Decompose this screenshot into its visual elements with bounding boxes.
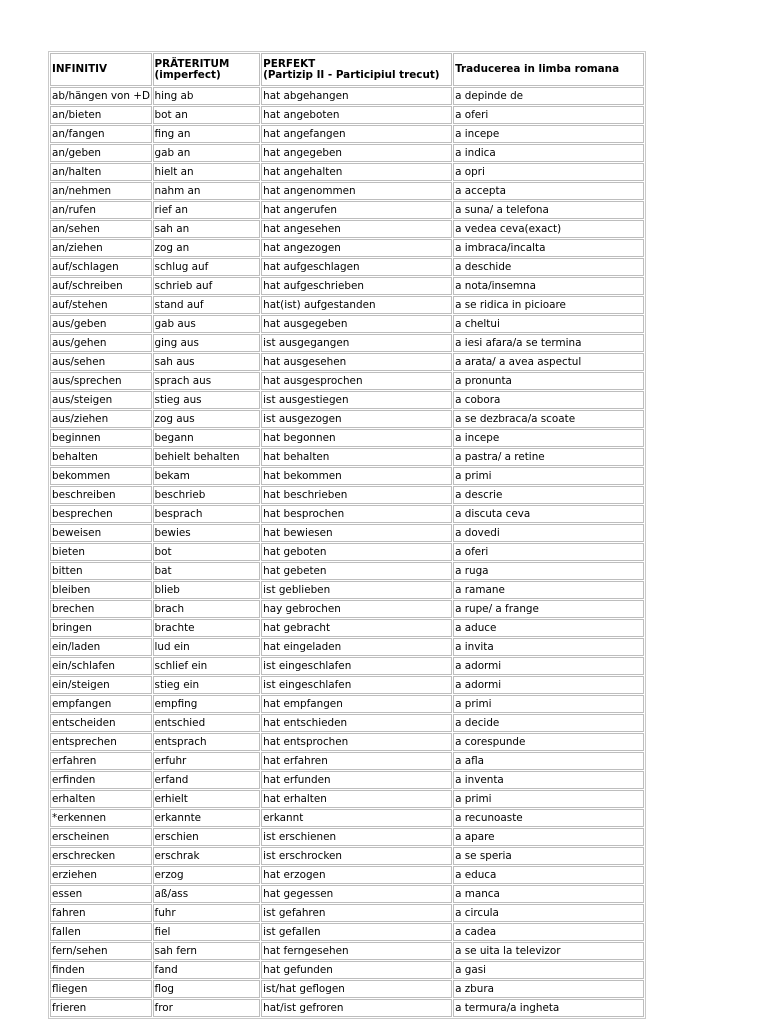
header-infinitiv [50, 53, 152, 86]
table-row [50, 239, 644, 257]
cell-traducerea: a zbura [453, 980, 644, 998]
table-row [50, 562, 644, 580]
cell-prateritum: bat [153, 562, 261, 580]
table-row [50, 277, 644, 295]
table-row [50, 904, 644, 922]
table-row [50, 752, 644, 770]
cell-perfekt: hat entschieden [261, 714, 452, 732]
cell-prateritum: stieg ein [153, 676, 261, 694]
cell-traducerea: a rupe/ a frange [453, 600, 644, 618]
cell-traducerea: a termura/a ingheta [453, 999, 644, 1017]
cell-infinitiv: essen [50, 885, 152, 903]
cell-prateritum: fiel [153, 923, 261, 941]
header-traducerea-label: Traducerea in limba romana [455, 63, 620, 75]
table-row [50, 524, 644, 542]
cell-infinitiv: auf/schreiben [50, 277, 152, 295]
cell-prateritum: zog aus [153, 410, 261, 428]
cell-infinitiv: aus/sprechen [50, 372, 152, 390]
cell-infinitiv: auf/schlagen [50, 258, 152, 276]
cell-infinitiv: bitten [50, 562, 152, 580]
header-perfekt [261, 53, 452, 86]
cell-perfekt: hat entsprochen [261, 733, 452, 751]
cell-traducerea: a cobora [453, 391, 644, 409]
table-row [50, 125, 644, 143]
header-infinitiv-label: INFINITIV [52, 63, 108, 75]
cell-perfekt: hat ferngesehen [261, 942, 452, 960]
cell-infinitiv: finden [50, 961, 152, 979]
cell-infinitiv: bringen [50, 619, 152, 637]
cell-prateritum: blieb [153, 581, 261, 599]
cell-traducerea: a primi [453, 467, 644, 485]
header-prateritum-label: PRÄTERITUM [154, 57, 230, 70]
cell-infinitiv: an/sehen [50, 220, 152, 238]
table-row [50, 315, 644, 333]
cell-infinitiv: behalten [50, 448, 152, 466]
cell-infinitiv: aus/sehen [50, 353, 152, 371]
table-row [50, 657, 644, 675]
cell-infinitiv: an/bieten [50, 106, 152, 124]
cell-infinitiv: erhalten [50, 790, 152, 808]
cell-infinitiv: empfangen [50, 695, 152, 713]
cell-infinitiv: erziehen [50, 866, 152, 884]
cell-prateritum: erzog [153, 866, 261, 884]
table-row [50, 486, 644, 504]
cell-infinitiv: beginnen [50, 429, 152, 447]
cell-perfekt: ist ausgestiegen [261, 391, 452, 409]
cell-traducerea: a opri [453, 163, 644, 181]
cell-infinitiv: frieren [50, 999, 152, 1017]
cell-prateritum: fuhr [153, 904, 261, 922]
cell-traducerea: a invita [453, 638, 644, 656]
table-row [50, 714, 644, 732]
cell-perfekt: hat aufgeschlagen [261, 258, 452, 276]
cell-infinitiv: an/ziehen [50, 239, 152, 257]
cell-traducerea: a inventa [453, 771, 644, 789]
table-row [50, 999, 644, 1017]
cell-traducerea: a recunoaste [453, 809, 644, 827]
cell-prateritum: behielt behalten [153, 448, 261, 466]
cell-traducerea: a decide [453, 714, 644, 732]
cell-prateritum: gab an [153, 144, 261, 162]
cell-prateritum: erfuhr [153, 752, 261, 770]
cell-perfekt: hat erzogen [261, 866, 452, 884]
cell-perfekt: ist eingeschlafen [261, 657, 452, 675]
table-row [50, 581, 644, 599]
cell-infinitiv: aus/gehen [50, 334, 152, 352]
table-row [50, 144, 644, 162]
cell-infinitiv: ein/steigen [50, 676, 152, 694]
cell-infinitiv: erscheinen [50, 828, 152, 846]
cell-infinitiv: bieten [50, 543, 152, 561]
cell-perfekt: hat erfunden [261, 771, 452, 789]
table-row [50, 619, 644, 637]
cell-traducerea: a aduce [453, 619, 644, 637]
cell-perfekt: erkannt [261, 809, 452, 827]
cell-traducerea: a corespunde [453, 733, 644, 751]
cell-traducerea: a circula [453, 904, 644, 922]
cell-traducerea: a suna/ a telefona [453, 201, 644, 219]
cell-perfekt: hat/ist gefroren [261, 999, 452, 1017]
cell-infinitiv: fliegen [50, 980, 152, 998]
cell-perfekt: hat angezogen [261, 239, 452, 257]
table-row [50, 923, 644, 941]
cell-traducerea: a cadea [453, 923, 644, 941]
cell-prateritum: bekam [153, 467, 261, 485]
table-row [50, 296, 644, 314]
cell-prateritum: bewies [153, 524, 261, 542]
cell-infinitiv: besprechen [50, 505, 152, 523]
cell-infinitiv: erfahren [50, 752, 152, 770]
cell-prateritum: entsprach [153, 733, 261, 751]
cell-infinitiv: an/halten [50, 163, 152, 181]
cell-perfekt: hat gebracht [261, 619, 452, 637]
cell-perfekt: hat begonnen [261, 429, 452, 447]
cell-perfekt: hat besprochen [261, 505, 452, 523]
cell-prateritum: nahm an [153, 182, 261, 200]
cell-prateritum: rief an [153, 201, 261, 219]
cell-perfekt: ist geblieben [261, 581, 452, 599]
table-row [50, 334, 644, 352]
cell-perfekt: hat angenommen [261, 182, 452, 200]
cell-traducerea: a depinde de [453, 87, 644, 105]
cell-prateritum: schlug auf [153, 258, 261, 276]
cell-perfekt: ist erschrocken [261, 847, 452, 865]
verb-table [48, 51, 646, 1019]
table-row [50, 543, 644, 561]
cell-prateritum: bot [153, 543, 261, 561]
cell-traducerea: a vedea ceva(exact) [453, 220, 644, 238]
cell-perfekt: hat gegessen [261, 885, 452, 903]
cell-traducerea: a discuta ceva [453, 505, 644, 523]
cell-perfekt: ist/hat geflogen [261, 980, 452, 998]
cell-perfekt: ist ausgezogen [261, 410, 452, 428]
cell-infinitiv: erschrecken [50, 847, 152, 865]
cell-traducerea: a se uita la televizor [453, 942, 644, 960]
cell-traducerea: a ramane [453, 581, 644, 599]
header-perfekt-sublabel: (Partizip II - Participiul trecut) [263, 68, 440, 81]
table-row [50, 790, 644, 808]
cell-perfekt: hat erhalten [261, 790, 452, 808]
cell-prateritum: ging aus [153, 334, 261, 352]
cell-infinitiv: an/geben [50, 144, 152, 162]
cell-prateritum: erhielt [153, 790, 261, 808]
cell-infinitiv: auf/stehen [50, 296, 152, 314]
table-row [50, 163, 644, 181]
cell-prateritum: fror [153, 999, 261, 1017]
cell-infinitiv: entscheiden [50, 714, 152, 732]
cell-infinitiv: ab/hängen von +D [50, 87, 152, 105]
table-row [50, 885, 644, 903]
cell-prateritum: bot an [153, 106, 261, 124]
cell-infinitiv: entsprechen [50, 733, 152, 751]
table-row [50, 695, 644, 713]
cell-prateritum: stieg aus [153, 391, 261, 409]
table-row [50, 201, 644, 219]
cell-traducerea: a iesi afara/a se termina [453, 334, 644, 352]
verb-table-body [50, 87, 644, 1017]
table-row [50, 220, 644, 238]
cell-traducerea: a incepe [453, 429, 644, 447]
cell-infinitiv: beschreiben [50, 486, 152, 504]
header-traducerea [453, 53, 644, 86]
table-row [50, 961, 644, 979]
cell-prateritum: sah aus [153, 353, 261, 371]
table-row [50, 809, 644, 827]
cell-traducerea: a se ridica in picioare [453, 296, 644, 314]
table-row [50, 828, 644, 846]
cell-traducerea: a incepe [453, 125, 644, 143]
cell-traducerea: a adormi [453, 676, 644, 694]
cell-prateritum: fing an [153, 125, 261, 143]
table-row [50, 980, 644, 998]
cell-traducerea: a pronunta [453, 372, 644, 390]
cell-traducerea: a deschide [453, 258, 644, 276]
cell-infinitiv: aus/steigen [50, 391, 152, 409]
table-row [50, 429, 644, 447]
cell-perfekt: hat angesehen [261, 220, 452, 238]
table-row [50, 467, 644, 485]
cell-prateritum: besprach [153, 505, 261, 523]
header-prateritum-sublabel: (imperfect) [154, 68, 221, 81]
cell-perfekt: hay gebrochen [261, 600, 452, 618]
cell-perfekt: ist gefallen [261, 923, 452, 941]
cell-perfekt: hat beschrieben [261, 486, 452, 504]
cell-prateritum: erschrak [153, 847, 261, 865]
cell-perfekt: hat empfangen [261, 695, 452, 713]
cell-infinitiv: an/rufen [50, 201, 152, 219]
cell-prateritum: zog an [153, 239, 261, 257]
cell-perfekt: hat bekommen [261, 467, 452, 485]
cell-infinitiv: fern/sehen [50, 942, 152, 960]
cell-prateritum: erkannte [153, 809, 261, 827]
header-prateritum [153, 53, 261, 86]
cell-prateritum: sprach aus [153, 372, 261, 390]
cell-perfekt: hat abgehangen [261, 87, 452, 105]
table-row [50, 771, 644, 789]
cell-infinitiv: fallen [50, 923, 152, 941]
cell-traducerea: a imbraca/incalta [453, 239, 644, 257]
cell-infinitiv: an/fangen [50, 125, 152, 143]
cell-perfekt: hat ausgesehen [261, 353, 452, 371]
table-row [50, 258, 644, 276]
cell-infinitiv: ein/laden [50, 638, 152, 656]
cell-traducerea: a pastra/ a retine [453, 448, 644, 466]
cell-prateritum: sah an [153, 220, 261, 238]
cell-perfekt: hat behalten [261, 448, 452, 466]
cell-perfekt: ist gefahren [261, 904, 452, 922]
table-row [50, 87, 644, 105]
header-row [50, 53, 644, 86]
cell-prateritum: brach [153, 600, 261, 618]
cell-infinitiv: beweisen [50, 524, 152, 542]
cell-traducerea: a primi [453, 695, 644, 713]
cell-prateritum: gab aus [153, 315, 261, 333]
table-row [50, 733, 644, 751]
cell-prateritum: aß/ass [153, 885, 261, 903]
cell-prateritum: empfing [153, 695, 261, 713]
cell-traducerea: a manca [453, 885, 644, 903]
cell-perfekt: hat angehalten [261, 163, 452, 181]
cell-prateritum: hing ab [153, 87, 261, 105]
cell-infinitiv: aus/ziehen [50, 410, 152, 428]
table-row [50, 866, 644, 884]
cell-infinitiv: fahren [50, 904, 152, 922]
table-row [50, 638, 644, 656]
cell-perfekt: hat ausgesprochen [261, 372, 452, 390]
cell-perfekt: ist eingeschlafen [261, 676, 452, 694]
cell-infinitiv: brechen [50, 600, 152, 618]
cell-traducerea: a ruga [453, 562, 644, 580]
cell-traducerea: a oferi [453, 106, 644, 124]
cell-infinitiv: *erkennen [50, 809, 152, 827]
cell-traducerea: a adormi [453, 657, 644, 675]
cell-infinitiv: aus/geben [50, 315, 152, 333]
table-row [50, 600, 644, 618]
cell-prateritum: erfand [153, 771, 261, 789]
cell-perfekt: hat erfahren [261, 752, 452, 770]
cell-infinitiv: an/nehmen [50, 182, 152, 200]
cell-prateritum: entschied [153, 714, 261, 732]
cell-prateritum: begann [153, 429, 261, 447]
table-row [50, 676, 644, 694]
table-row [50, 391, 644, 409]
table-row [50, 847, 644, 865]
cell-prateritum: flog [153, 980, 261, 998]
table-row [50, 372, 644, 390]
cell-prateritum: hielt an [153, 163, 261, 181]
cell-perfekt: hat gefunden [261, 961, 452, 979]
cell-traducerea: a gasi [453, 961, 644, 979]
cell-prateritum: beschrieb [153, 486, 261, 504]
cell-perfekt: hat eingeladen [261, 638, 452, 656]
cell-perfekt: hat angefangen [261, 125, 452, 143]
table-row [50, 182, 644, 200]
cell-perfekt: hat bewiesen [261, 524, 452, 542]
cell-prateritum: erschien [153, 828, 261, 846]
cell-traducerea: a dovedi [453, 524, 644, 542]
cell-infinitiv: bekommen [50, 467, 152, 485]
cell-infinitiv: ein/schlafen [50, 657, 152, 675]
cell-traducerea: a apare [453, 828, 644, 846]
cell-perfekt: hat angeboten [261, 106, 452, 124]
table-row [50, 410, 644, 428]
cell-perfekt: hat aufgeschrieben [261, 277, 452, 295]
cell-traducerea: a cheltui [453, 315, 644, 333]
table-row [50, 353, 644, 371]
cell-prateritum: sah fern [153, 942, 261, 960]
cell-infinitiv: erfinden [50, 771, 152, 789]
cell-perfekt: hat gebeten [261, 562, 452, 580]
cell-traducerea: a se dezbraca/a scoate [453, 410, 644, 428]
cell-perfekt: hat angerufen [261, 201, 452, 219]
cell-perfekt: hat angegeben [261, 144, 452, 162]
table-row [50, 448, 644, 466]
cell-traducerea: a accepta [453, 182, 644, 200]
cell-prateritum: fand [153, 961, 261, 979]
table-row [50, 505, 644, 523]
cell-prateritum: schlief ein [153, 657, 261, 675]
cell-prateritum: lud ein [153, 638, 261, 656]
cell-traducerea: a nota/insemna [453, 277, 644, 295]
table-row [50, 106, 644, 124]
cell-prateritum: schrieb auf [153, 277, 261, 295]
cell-traducerea: a indica [453, 144, 644, 162]
cell-perfekt: hat geboten [261, 543, 452, 561]
cell-perfekt: hat ausgegeben [261, 315, 452, 333]
cell-traducerea: a descrie [453, 486, 644, 504]
header-perfekt-label: PERFEKT [263, 57, 316, 70]
cell-traducerea: a primi [453, 790, 644, 808]
cell-traducerea: a oferi [453, 543, 644, 561]
cell-perfekt: ist ausgegangen [261, 334, 452, 352]
cell-prateritum: stand auf [153, 296, 261, 314]
cell-perfekt: hat(ist) aufgestanden [261, 296, 452, 314]
cell-infinitiv: bleiben [50, 581, 152, 599]
cell-traducerea: a afla [453, 752, 644, 770]
cell-prateritum: brachte [153, 619, 261, 637]
cell-perfekt: ist erschienen [261, 828, 452, 846]
cell-traducerea: a educa [453, 866, 644, 884]
cell-traducerea: a arata/ a avea aspectul [453, 353, 644, 371]
cell-traducerea: a se speria [453, 847, 644, 865]
table-row [50, 942, 644, 960]
